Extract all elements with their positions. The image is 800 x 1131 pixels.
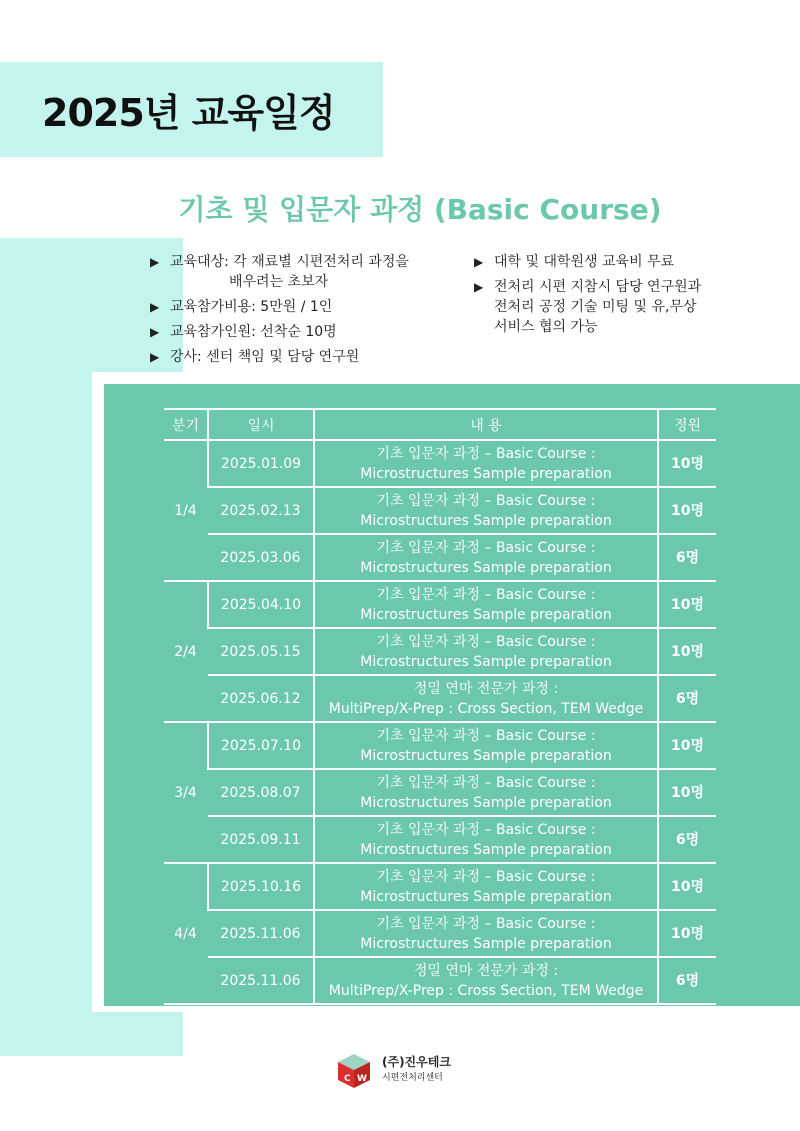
content-line: 기초 입문자 과정 – Basic Course :: [376, 633, 596, 650]
date-cell: 2025.11.06: [208, 957, 314, 1004]
info-text: 대학 및 대학원생 교육비 무료: [494, 254, 675, 270]
table-row: [164, 440, 716, 487]
capacity-cell: 10명: [658, 722, 716, 769]
info-item-capacity: [150, 322, 450, 342]
info-text: 전처리 시편 지참시 담당 연구원과: [494, 279, 702, 295]
capacity-cell: 10명: [658, 487, 716, 534]
content-line: 기초 입문자 과정 – Basic Course :: [376, 586, 596, 603]
table-row: [164, 534, 716, 581]
table-header-row: [164, 409, 716, 440]
capacity-cell: 10명: [658, 581, 716, 628]
capacity-cell: 10명: [658, 440, 716, 487]
content-line: 기초 입문자 과정 – Basic Course :: [376, 727, 596, 744]
content-cell: [314, 581, 658, 628]
capacity-cell: 10명: [658, 769, 716, 816]
bullet-arrow-icon: ▶: [474, 255, 484, 269]
info-item-fee: [150, 297, 450, 317]
footer: [382, 1054, 451, 1086]
info-item-meeting: [474, 277, 734, 337]
content-line: Microstructures Sample preparation: [360, 559, 612, 576]
info-text: 배우려는 초보자: [229, 274, 329, 290]
bullet-arrow-icon: ▶: [150, 350, 160, 364]
bullet-arrow-icon: ▶: [150, 255, 160, 269]
header-date: 일시: [208, 409, 314, 440]
date-cell: 2025.06.12: [208, 675, 314, 722]
content-cell: [314, 628, 658, 675]
header-quarter: 분기: [164, 409, 208, 440]
capacity-cell: 6명: [658, 957, 716, 1004]
content-cell: [314, 534, 658, 581]
content-cell: [314, 816, 658, 863]
info-text: 강사: 센터 책임 및 담당 연구원: [170, 349, 360, 365]
content-line: Microstructures Sample preparation: [360, 841, 612, 858]
capacity-cell: 6명: [658, 675, 716, 722]
header-capacity: 정원: [658, 409, 716, 440]
center-name: 시편전처리센터: [382, 1073, 443, 1083]
header-content: 내 용: [314, 409, 658, 440]
content-line: 기초 입문자 과정 – Basic Course :: [376, 868, 596, 885]
table-row: [164, 769, 716, 816]
content-line: 기초 입문자 과정 – Basic Course :: [376, 445, 596, 462]
content-line: 기초 입문자 과정 – Basic Course :: [376, 774, 596, 791]
bullet-arrow-icon: ▶: [150, 300, 160, 314]
schedule-table: [164, 408, 716, 1005]
content-cell: [314, 722, 658, 769]
course-title: 기초 및 입문자 과정 (Basic Course): [178, 193, 662, 226]
table-row: [164, 675, 716, 722]
bullet-arrow-icon: ▶: [150, 325, 160, 339]
content-cell: [314, 675, 658, 722]
date-cell: 2025.02.13: [208, 487, 314, 534]
content-line: 기초 입문자 과정 – Basic Course :: [376, 915, 596, 932]
content-line: Microstructures Sample preparation: [360, 465, 612, 482]
capacity-cell: 10명: [658, 863, 716, 910]
table-row: [164, 581, 716, 628]
capacity-cell: 10명: [658, 910, 716, 957]
table-row: [164, 816, 716, 863]
date-cell: 2025.03.06: [208, 534, 314, 581]
date-cell: 2025.01.09: [208, 440, 314, 487]
content-line: Microstructures Sample preparation: [360, 512, 612, 529]
info-text: 교육참가인원: 선착순 10명: [170, 324, 337, 340]
content-cell: [314, 863, 658, 910]
company-name: (주)진우테크: [382, 1055, 451, 1069]
content-line: 정밀 연마 전문가 과정 :: [413, 680, 559, 697]
date-cell: 2025.11.06: [208, 910, 314, 957]
date-cell: 2025.08.07: [208, 769, 314, 816]
content-cell: [314, 910, 658, 957]
table-row: [164, 487, 716, 534]
page-title: 2025년 교육일정: [42, 91, 335, 135]
capacity-cell: 6명: [658, 534, 716, 581]
content-line: Microstructures Sample preparation: [360, 606, 612, 623]
content-line: Microstructures Sample preparation: [360, 653, 612, 670]
date-cell: 2025.05.15: [208, 628, 314, 675]
content-cell: [314, 440, 658, 487]
content-line: 기초 입문자 과정 – Basic Course :: [376, 492, 596, 509]
table-row: [164, 957, 716, 1004]
info-text: 전처리 공정 기술 미팅 및 유,무상: [494, 299, 697, 315]
quarter-cell: 4/4: [164, 863, 208, 1004]
info-item-target: [150, 252, 450, 292]
date-cell: 2025.10.16: [208, 863, 314, 910]
bullet-arrow-icon: ▶: [474, 280, 484, 294]
content-line: 기초 입문자 과정 – Basic Course :: [376, 821, 596, 838]
info-left: [150, 252, 450, 372]
capacity-cell: 6명: [658, 816, 716, 863]
svg-text:W: W: [357, 1074, 367, 1084]
content-line: MultiPrep/X-Prep : Cross Section, TEM Wedge: [328, 982, 644, 999]
content-line: Microstructures Sample preparation: [360, 794, 612, 811]
date-cell: 2025.04.10: [208, 581, 314, 628]
content-line: 정밀 연마 전문가 과정 :: [413, 962, 559, 979]
svg-text:C: C: [344, 1074, 351, 1084]
info-right: [474, 252, 734, 342]
content-cell: [314, 957, 658, 1004]
quarter-cell: 3/4: [164, 722, 208, 863]
cube-logo-icon: [335, 1052, 373, 1090]
content-line: Microstructures Sample preparation: [360, 747, 612, 764]
quarter-cell: 1/4: [164, 440, 208, 581]
info-text: 서비스 협의 가능: [494, 319, 598, 335]
content-line: 기초 입문자 과정 – Basic Course :: [376, 539, 596, 556]
table-row: [164, 722, 716, 769]
capacity-cell: 10명: [658, 628, 716, 675]
quarter-cell: 2/4: [164, 581, 208, 722]
content-cell: [314, 769, 658, 816]
table-row: [164, 863, 716, 910]
info-text: 교육대상: 각 재료별 시편전처리 과정을: [170, 254, 409, 270]
content-line: MultiPrep/X-Prep : Cross Section, TEM Wedge: [328, 700, 644, 717]
info-item-instructor: [150, 347, 450, 367]
table-row: [164, 910, 716, 957]
date-cell: 2025.09.11: [208, 816, 314, 863]
date-cell: 2025.07.10: [208, 722, 314, 769]
content-line: Microstructures Sample preparation: [360, 888, 612, 905]
info-item-free: [474, 252, 734, 272]
content-cell: [314, 487, 658, 534]
info-text: 교육참가비용: 5만원 / 1인: [170, 299, 333, 315]
content-line: Microstructures Sample preparation: [360, 935, 612, 952]
table-row: [164, 628, 716, 675]
